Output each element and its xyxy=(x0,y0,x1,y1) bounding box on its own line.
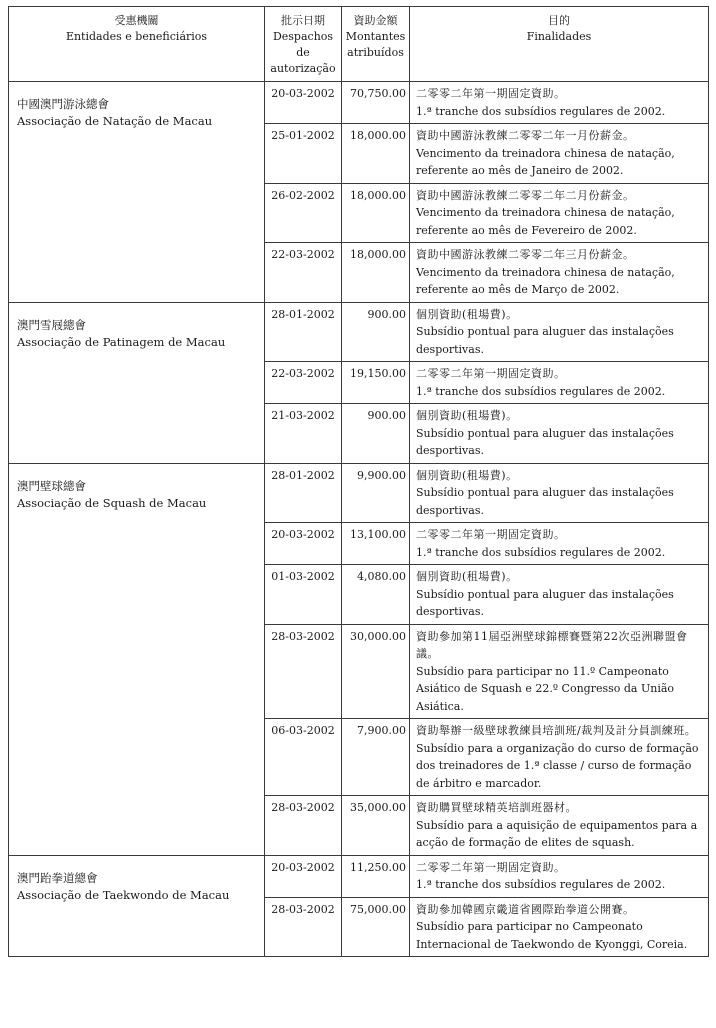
purpose-text-zh: 資助中國游泳教練二零零二年二月份薪金。 xyxy=(416,188,635,202)
purpose-cell xyxy=(410,183,709,243)
amount-cell: 11,250.00 xyxy=(342,855,410,897)
amount-cell: 35,000.00 xyxy=(342,796,410,856)
entity-cell xyxy=(9,302,265,463)
entity-name-zh: 中國澳門游泳總會 xyxy=(17,97,109,111)
amount-cell: 18,000.00 xyxy=(342,183,410,243)
purpose-text-zh: 資助中國游泳教練二零零二年一月份薪金。 xyxy=(416,129,635,142)
purpose-text-zh: 個別資助(租場費)。 xyxy=(416,570,518,583)
entity-name-pt: Associação de Natação de Macau xyxy=(17,114,213,128)
amount-cell: 70,750.00 xyxy=(342,82,410,124)
table-body xyxy=(9,82,709,957)
purpose-text-zh: 資助舉辦一級壁球教練員培訓班/裁判及計分員訓練班。 xyxy=(416,724,697,737)
date-cell: 25-01-2002 xyxy=(265,124,342,184)
purpose-text-zh: 個別資助(租場費)。 xyxy=(416,307,518,321)
purpose-cell xyxy=(410,124,709,184)
purpose-text-pt: Vencimento da treinadora chinesa de natação, referente ao mês de Março de 2002. xyxy=(416,265,675,296)
date-cell: 28-03-2002 xyxy=(265,796,342,856)
purpose-text-pt: Subsídio para a aquisição de equipamentos para a acção de formação de elites de squash. xyxy=(416,818,698,849)
amount-cell: 9,900.00 xyxy=(342,463,410,523)
purpose-text-zh: 二零零二年第一期固定資助。 xyxy=(416,87,566,100)
amount-cell: 18,000.00 xyxy=(342,243,410,303)
table-header-row xyxy=(9,7,709,82)
purpose-text-zh: 資助中國游泳教練二零零二年三月份薪金。 xyxy=(416,248,635,261)
header-entities: 受惠機關 Entidades e beneficiários xyxy=(9,7,265,82)
purpose-text-pt: 1.ª tranche dos subsídios regulares de 2002. xyxy=(416,104,666,118)
amount-cell: 900.00 xyxy=(342,404,410,464)
purpose-text-pt: Subsídio pontual para aluguer das instalações desportivas. xyxy=(416,325,674,356)
amount-cell: 30,000.00 xyxy=(342,624,410,719)
purpose-text-zh: 資助參加韓國京畿道省國際跆拳道公開賽。 xyxy=(416,902,635,916)
purpose-text-zh: 個別資助(租場費)。 xyxy=(416,409,518,422)
purpose-text-pt: Subsídio para a organização do curso de formação dos treinadores de 1.ª classe / curso de formação de árbitro e marcador. xyxy=(416,741,699,790)
entity-name-pt: Associação de Taekwondo de Macau xyxy=(17,887,230,902)
purpose-cell xyxy=(410,82,709,124)
table-row xyxy=(9,302,709,362)
purpose-text-pt: 1.ª tranche dos subsídios regulares de 2002. xyxy=(416,384,666,398)
entity-cell xyxy=(9,82,265,303)
purpose-cell xyxy=(410,463,709,523)
purpose-cell xyxy=(410,523,709,565)
amount-cell: 75,000.00 xyxy=(342,897,410,957)
date-cell: 20-03-2002 xyxy=(265,82,342,124)
amount-cell: 19,150.00 xyxy=(342,362,410,404)
purpose-text-zh: 二零零二年第一期固定資助。 xyxy=(416,528,566,541)
date-cell: 28-01-2002 xyxy=(265,302,342,362)
purpose-text-zh: 二零零二年第一期固定資助。 xyxy=(416,367,566,380)
purpose-text-zh: 二零零二年第一期固定資助。 xyxy=(416,860,566,874)
header-amount: 資助金額 Montantes atribuídos xyxy=(342,7,410,82)
purpose-cell xyxy=(410,624,709,719)
amount-cell: 900.00 xyxy=(342,302,410,362)
entity-name-zh: 澳門跆拳道總會 xyxy=(17,870,98,885)
amount-cell: 4,080.00 xyxy=(342,565,410,625)
purpose-text-pt: Subsídio para participar no Campeonato Internacional de Taekwondo de Kyonggi, Coreia. xyxy=(416,920,688,951)
date-cell: 26-02-2002 xyxy=(265,183,342,243)
purpose-text-pt: Subsídio pontual para aluguer das instalações desportivas. xyxy=(416,587,674,618)
date-cell: 28-03-2002 xyxy=(265,897,342,957)
entity-name-pt: Associação de Squash de Macau xyxy=(17,495,207,510)
date-cell: 01-03-2002 xyxy=(265,565,342,625)
document-page xyxy=(8,6,708,957)
date-cell: 28-01-2002 xyxy=(265,463,342,523)
purpose-text-pt: 1.ª tranche dos subsídios regulares de 2002. xyxy=(416,545,666,559)
entity-cell xyxy=(9,463,265,855)
amount-cell: 18,000.00 xyxy=(342,124,410,184)
purpose-cell xyxy=(410,243,709,303)
purpose-cell xyxy=(410,897,709,957)
purpose-cell xyxy=(410,719,709,796)
date-cell: 06-03-2002 xyxy=(265,719,342,796)
purpose-cell xyxy=(410,302,709,362)
purpose-text-pt: Vencimento da treinadora chinesa de natação, referente ao mês de Fevereiro de 2002. xyxy=(416,206,675,237)
purpose-text-pt: Vencimento da treinadora chinesa de natação, referente ao mês de Janeiro de 2002. xyxy=(416,146,675,177)
purpose-cell xyxy=(410,855,709,897)
purpose-cell xyxy=(410,362,709,404)
purpose-cell xyxy=(410,565,709,625)
date-cell: 28-03-2002 xyxy=(265,624,342,719)
purpose-text-zh: 資助參加第11屆亞洲壁球錦標賽暨第22次亞洲聯盟會議。 xyxy=(416,629,688,660)
header-date: 批示日期 Despachos de autorização xyxy=(265,7,342,82)
purpose-text-pt: Subsídio pontual para aluguer das instalações desportivas. xyxy=(416,426,674,457)
date-cell: 20-03-2002 xyxy=(265,855,342,897)
purpose-cell xyxy=(410,796,709,856)
entity-name-pt: Associação de Patinagem de Macau xyxy=(17,334,226,349)
purpose-text-zh: 資助購買壁球精英培訓班器材。 xyxy=(416,801,577,814)
date-cell: 20-03-2002 xyxy=(265,523,342,565)
purpose-text-zh: 個別資助(租場費)。 xyxy=(416,468,518,482)
purpose-text-pt: Subsídio pontual para aluguer das instalações desportivas. xyxy=(416,486,674,517)
header-purpose: 目的 Finalidades xyxy=(410,7,709,82)
date-cell: 21-03-2002 xyxy=(265,404,342,464)
table-row xyxy=(9,463,709,523)
date-cell: 22-03-2002 xyxy=(265,243,342,303)
date-cell: 22-03-2002 xyxy=(265,362,342,404)
table-row xyxy=(9,855,709,897)
entity-name-zh: 澳門雪屐總會 xyxy=(17,317,86,332)
purpose-cell xyxy=(410,404,709,464)
table-row xyxy=(9,82,709,124)
purpose-text-pt: Subsídio para participar no 11.º Campeonato Asiático de Squash e 22.º Congresso da União Asiática. xyxy=(416,664,675,713)
subsidies-table xyxy=(8,6,709,957)
amount-cell: 7,900.00 xyxy=(342,719,410,796)
entity-name-zh: 澳門壁球總會 xyxy=(17,478,86,493)
amount-cell: 13,100.00 xyxy=(342,523,410,565)
entity-cell xyxy=(9,855,265,957)
purpose-text-pt: 1.ª tranche dos subsídios regulares de 2002. xyxy=(416,878,666,891)
